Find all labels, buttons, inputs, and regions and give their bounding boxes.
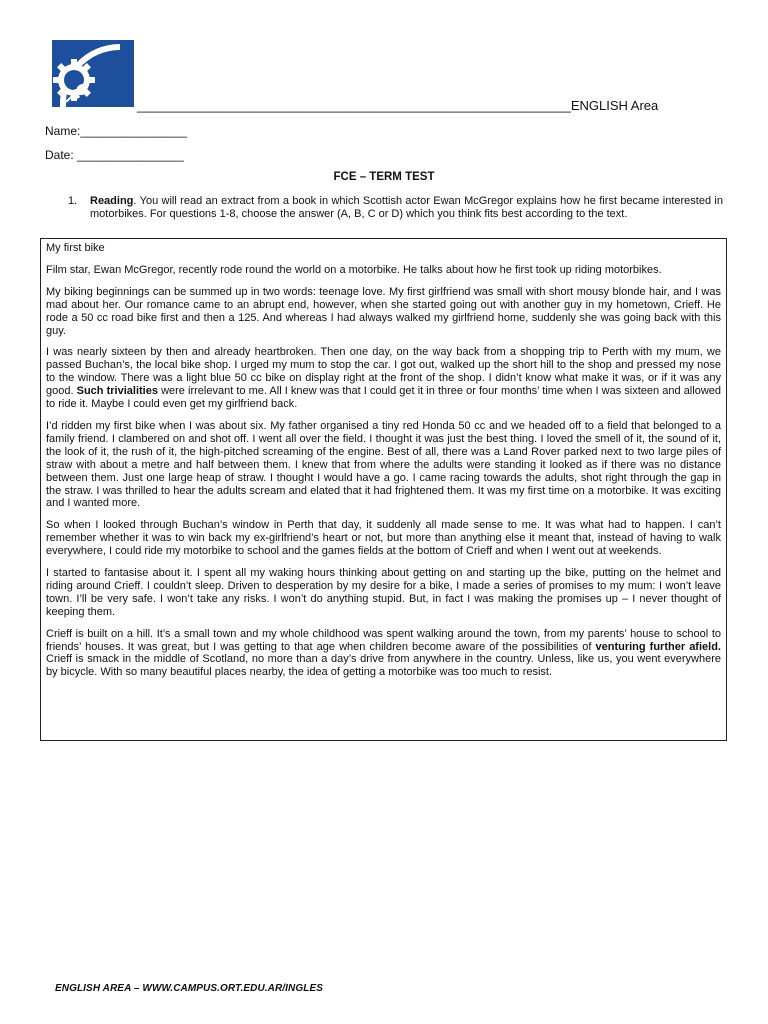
p2-part-b: were irrelevant to me. All I knew was that I could get it in three or four months’ time when I was sixteen and allowed to ride it. Maybe I could even get my girlfriend back. [46,385,721,411]
article-box [40,238,727,741]
instruction-number: 1. [68,195,78,207]
header-underline: ____________________________________________________________ [137,98,571,113]
date-label: Date: [45,148,74,162]
p6-bold: venturing further afield. [595,640,721,653]
instruction [68,195,723,221]
article-paragraph-2 [46,346,721,411]
instruction-body: . You will read an extract from a book in which Scottish actor Ewan McGregor explains how he first became interested in motorbikes. For questions 1-8, choose the answer (A, B, C or D) which you think fits best according to the text. [90,195,723,220]
date-blank: ________________ [77,148,184,162]
name-blank: ________________ [80,124,188,138]
school-logo-icon [52,40,134,107]
p6-part-a: Crieff is built on a hill. It’s a small town and my whole childhood was spent walking around the town, from my parents’ house to school to friends’ houses. It was great, but I was getting to that age when children become aware of the possibilities of [46,627,721,653]
instruction-keyword: Reading [90,195,134,207]
header-line [137,98,658,113]
p2-part-a: I was nearly sixteen by then and already heartbroken. Then one day, on the way back from a shopping trip to Perth with my mum, we passed Buchan’s, the local bike shop. I urged my mum to stop the car. I got out, walked up the short hill to the shop and pressed my nose to the window. There was a light blue 50 cc bike on display right at the front of the shop. I didn’t know what make it was, or if it was any good. [46,346,721,398]
article-intro: Film star, Ewan McGregor, recently rode round the world on a motorbike. He talks about how he first took up riding motorbikes. [46,263,662,276]
name-label: Name: [45,124,81,138]
p6-part-b: Crieff is smack in the middle of Scotland, no more than a day’s drive from anywhere in the country. Unless, like us, you went everywhere by bicycle. With so many beautiful places nearby, the idea of getting a motorbike was too much to resist. [46,653,721,679]
instruction-text [90,195,723,221]
p2-bold: Such trivialities [76,385,158,398]
article-paragraph-5: I started to fantasise about it. I spent all my waking hours thinking about getting on and starting up the bike, putting on the helmet and riding around Crieff. I couldn’t sleep. Driven to desperation by my desire for a bike, I made a series of promises to my mum: I won’t leave town. I’ll be very safe. I won’t take any risks. I won’t do anything stupid. But, in fact I was making the promises up – I never thought of keeping them. [46,567,721,618]
article-paragraph-3: I’d ridden my first bike when I was about six. My father organised a tiny red Honda 50 cc and we headed off to a field that belonged to a family friend. I clambered on and shot off. I went all over the field. I thought it was just the best thing. I loved the smell of it, the sound of it, the look of it, the rush of it, the high-pitched screaming of the engine. Best of all, there was a Land Rover parked next to two large piles of straw with about a metre and half between them. I knew that from where the adults were standing it looked as if there was no distance between them. Just one large heap of straw. I thought I would have a go. I came racing towards the adults, shot right through the gap in the straw. I was thrilled to hear the adults scream and elated that it had frightened them. It was my first time on a motorbike. It was exciting and I wanted more. [46,419,721,510]
article-paragraph-6 [46,628,721,680]
article-paragraph-4: So when I looked through Buchan’s window in Perth that day, it suddenly all made sense to me. It was what had to happen. I can’t remember whether it was to win back my ex-girlfriend’s heart or not, but more than anything else it meant that, instead of having to walk everywhere, I could ride my motorbike to school and the games fields at the bottom of Crieff and when I went out at weekends. [46,519,721,558]
name-field [45,124,187,138]
article-heading: My first bike [46,242,105,254]
header-area-label: ENGLISH Area [570,98,659,113]
article-paragraph-1: My biking beginnings can be summed up in two words: teenage love. My first girlfriend was small with short mousy blonde hair, and I was mad about her. Our romance came to an abrupt end, however, when she started going out with another guy in my hometown, Crieff. He rode a 50 cc road bike first and then a 125. And whereas I had always walked my girlfriend home, suddenly she was going back with this guy. [46,285,721,337]
page-title: FCE – TERM TEST [333,171,435,183]
date-field [45,148,184,162]
footer: ENGLISH AREA – WWW.CAMPUS.ORT.EDU.AR/INGLES [55,983,324,994]
